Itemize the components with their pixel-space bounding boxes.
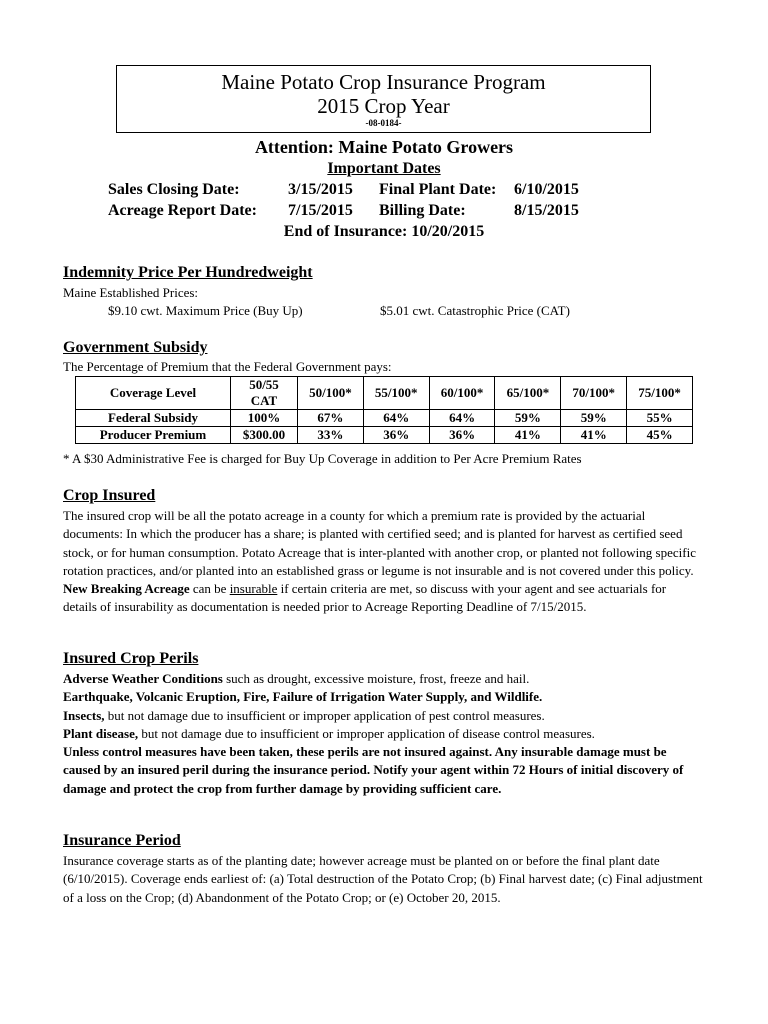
cat-price: $5.01 cwt. Catastrophic Price (CAT): [380, 303, 570, 318]
table-cell: 50/100*: [298, 377, 364, 410]
table-cell: 67%: [298, 410, 364, 427]
crop-year-title: 2015 Crop Year: [317, 94, 450, 118]
table-cell: 64%: [363, 410, 429, 427]
perils-heading: Insured Crop Perils: [63, 650, 199, 667]
acreage-report-label: Acreage Report Date:: [108, 202, 257, 219]
table-cell: 70/100*: [561, 377, 627, 410]
table-cell: 55%: [627, 410, 693, 427]
final-plant-label: Final Plant Date:: [379, 181, 497, 198]
peril-weather: [63, 670, 703, 688]
table-cell: 41%: [561, 427, 627, 444]
crop-insured-text: can be: [189, 581, 230, 597]
peril-insects: [63, 707, 703, 725]
new-breaking-acreage: New Breaking Acreage: [63, 581, 190, 597]
perils-list: [63, 670, 703, 798]
table-cell: 59%: [561, 410, 627, 427]
indemnity-heading: Indemnity Price Per Hundredweight: [63, 264, 313, 281]
table-cell: 36%: [429, 427, 495, 444]
table-cell: Coverage Level: [76, 377, 231, 410]
important-dates-heading: Important Dates: [327, 160, 441, 177]
sales-closing-label: Sales Closing Date:: [108, 181, 240, 198]
crop-insured-text: if certain criteria are met, so discuss with your agent and see actuarials for details of insurability as documentation is needed prior to Acreage Reporting Deadline of 7/15/2015.: [63, 581, 667, 615]
peril-text: but not damage due to insufficient or improper application of pest control measures.: [104, 707, 545, 723]
subsidy-intro: The Percentage of Premium that the Federal Government pays:: [63, 359, 392, 374]
table-cell: Federal Subsidy: [76, 410, 231, 427]
program-title: Maine Potato Crop Insurance Program: [221, 70, 546, 94]
crop-insured-paragraph: [63, 507, 703, 617]
insurance-period-paragraph: Insurance coverage starts as of the planting date; however acreage must be planted on or before the final plant date (6/10/2015). Coverage ends earliest of: (a) Total destruction of the Potato Crop; (b) Final harvest date; (c) Final adjustment of a loss on the Crop; (d) Abandonment of the Potato Crop; or (e) October 20, 2015.: [63, 853, 703, 905]
acreage-report-value: 7/15/2015: [288, 202, 353, 219]
insurable-word: insurable: [229, 581, 278, 597]
table-cell: 45%: [627, 427, 693, 444]
table-cell: $300.00: [231, 427, 298, 444]
table-cell: 59%: [495, 410, 561, 427]
table-cell: Producer Premium: [76, 427, 231, 444]
table-cell: 41%: [495, 427, 561, 444]
peril-natural: Earthquake, Volcanic Eruption, Fire, Failure of Irrigation Water Supply, and Wildlife.: [63, 689, 543, 705]
table-cell: 100%: [231, 410, 298, 427]
billing-value: 8/15/2015: [514, 202, 579, 219]
attention-heading: Attention: Maine Potato Growers: [254, 137, 514, 157]
peril-label: Adverse Weather Conditions: [63, 671, 223, 686]
table-row: [76, 410, 693, 427]
max-price: $9.10 cwt. Maximum Price (Buy Up): [108, 303, 303, 318]
peril-label: Insects,: [63, 707, 105, 723]
peril-label: Plant disease,: [63, 725, 139, 741]
title-box: [116, 65, 651, 133]
table-row: [76, 427, 693, 444]
table-header-row: [76, 377, 693, 410]
peril-text: but not damage due to insufficient or improper application of disease control measures.: [138, 725, 595, 741]
crop-insured-heading: Crop Insured: [63, 487, 156, 504]
peril-text: such as drought, excessive moisture, frost, freeze and hail.: [222, 671, 530, 686]
crop-insured-text: The insured crop will be all the potato acreage in a county for which a premium rate is provided by the actuarial documents: In which the producer has a share; is planted with certified seed; and is planted for harvest as certified seed stock, or for human consumption. Potato Acreage that is inter-planted with another crop, or planted not following specific rotation practices, and/or planted into an established grass or legume is not insurable and is not covered under this policy.: [63, 508, 696, 578]
subsidy-heading: Government Subsidy: [63, 339, 208, 356]
table-cell: 50/55 CAT: [231, 377, 298, 410]
table-cell: 55/100*: [363, 377, 429, 410]
billing-label: Billing Date:: [379, 202, 466, 219]
end-of-insurance: End of Insurance: 10/20/2015: [283, 223, 485, 240]
table-cell: 60/100*: [429, 377, 495, 410]
final-plant-value: 6/10/2015: [514, 181, 579, 198]
table-cell: 75/100*: [627, 377, 693, 410]
subsidy-table: [75, 376, 693, 444]
table-cell: 33%: [298, 427, 364, 444]
insurance-period-heading: Insurance Period: [63, 832, 181, 849]
perils-warning: Unless control measures have been taken, these perils are not insured against. Any insurable damage must be caused by an insured peril during the insurance period. Notify your agent within 72 Hours of initial discovery of damage and protect the crop from further damage by providing sufficient care.: [63, 744, 684, 796]
table-cell: 64%: [429, 410, 495, 427]
table-cell: 65/100*: [495, 377, 561, 410]
peril-disease: [63, 725, 703, 743]
admin-fee-note: * A $30 Administrative Fee is charged for Buy Up Coverage in addition to Per Acre Premium Rates: [63, 451, 582, 466]
indemnity-subheading: Maine Established Prices:: [63, 285, 199, 300]
table-cell: 36%: [363, 427, 429, 444]
document-code: -08-0184-: [365, 118, 402, 128]
sales-closing-value: 3/15/2015: [288, 181, 353, 198]
